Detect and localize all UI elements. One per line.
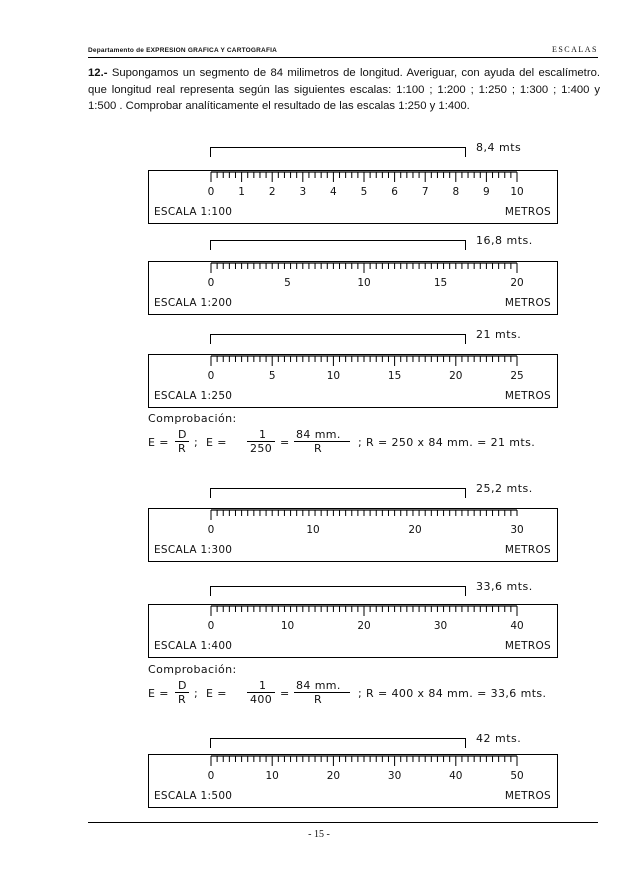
measure-label-1: 8,4 mts <box>476 141 522 154</box>
formula-e1: E = <box>148 436 169 449</box>
ruler-tick-label: 50 <box>510 770 524 782</box>
formula-sep: ; <box>194 687 199 700</box>
ruler-tick-label: 5 <box>268 370 276 382</box>
measure-bracket-4 <box>210 488 466 498</box>
ruler-1-300 <box>148 508 558 562</box>
formula-e2: E = <box>206 436 227 449</box>
ruler-tick-label: 20 <box>326 770 341 782</box>
measure-label-5: 33,6 mts. <box>476 580 533 593</box>
ruler-tick-label: 20 <box>510 277 524 289</box>
ruler-tick-label: 15 <box>433 277 448 289</box>
measure-bracket-5 <box>210 586 466 596</box>
header-divider <box>88 57 598 58</box>
ruler-tick-label: 5 <box>284 277 291 289</box>
measure-bracket-2 <box>210 240 466 250</box>
ruler-tick-label: 0 <box>207 277 215 289</box>
ruler-scale-label: ESCALA 1:200 <box>154 297 233 309</box>
ruler-tick-label: 30 <box>510 524 524 536</box>
ruler-tick-label: 20 <box>449 370 463 382</box>
formula-r2: R <box>314 693 323 706</box>
ruler-tick-label: 5 <box>360 186 368 198</box>
ruler-tick-label: 20 <box>357 620 371 632</box>
ruler-units-label: METROS <box>504 790 551 802</box>
formula-r2: R <box>314 442 323 455</box>
ruler-tick-label: 20 <box>408 524 422 536</box>
ruler-units-label: METROS <box>504 390 551 402</box>
ruler-scale-label: ESCALA 1:400 <box>154 640 233 652</box>
measure-bracket-3 <box>210 334 466 344</box>
formula-r: R <box>178 693 187 706</box>
ruler-tick-label: 0 <box>207 186 215 198</box>
measure-label-6: 42 mts. <box>476 732 522 745</box>
header-department: Departamento de EXPRESION GRAFICA Y CARTOGRAFIA <box>88 47 278 54</box>
formula-num: 84 mm. <box>296 428 341 441</box>
ruler-tick-label: 10 <box>326 370 341 382</box>
ruler-1-200 <box>148 261 558 315</box>
ruler-units-label: METROS <box>504 544 551 556</box>
formula-tail: ; R = 250 x 84 mm. = 21 mts. <box>358 436 536 449</box>
problem-statement <box>88 65 600 115</box>
formula-eq: = <box>280 687 290 700</box>
ruler-tick-label: 8 <box>452 186 460 198</box>
formula-one: 1 <box>259 679 267 692</box>
ruler-tick-label: 4 <box>330 186 337 198</box>
ruler-tick-label: 10 <box>357 277 371 289</box>
problem-number: 12.- <box>88 67 108 79</box>
formula-den: 400 <box>250 693 273 706</box>
measure-label-2: 16,8 mts. <box>476 234 533 247</box>
ruler-tick-label: 15 <box>387 370 402 382</box>
ruler-1-250 <box>148 354 558 408</box>
ruler-tick-label: 30 <box>387 770 402 782</box>
formula-r: R <box>178 442 187 455</box>
ruler-units-label: METROS <box>504 640 551 652</box>
formula-tail: ; R = 400 x 84 mm. = 33,6 mts. <box>358 687 547 700</box>
ruler-tick-label: 30 <box>433 620 448 632</box>
ruler-units-label: METROS <box>504 297 551 309</box>
ruler-tick-label: 9 <box>483 186 490 198</box>
problem-text: Supongamos un segmento de 84 milimetros de longitud. Averiguar, con ayuda del escalímetro. que longitud real representa según las siguientes escalas: 1:100 ; 1:200 ; 1:250 ; 1:300 ; 1:400 y 1:500 . Comprobar analíticamente el resultado de las escalas 1:250 y 1:400. <box>88 67 601 112</box>
formula-d: D <box>178 679 187 692</box>
check-title-2: Comprobación: <box>148 663 237 676</box>
formula-one: 1 <box>259 428 267 441</box>
formula-den: 250 <box>250 442 273 455</box>
ruler-scale-label: ESCALA 1:250 <box>154 390 233 402</box>
measure-label-4: 25,2 mts. <box>476 482 533 495</box>
ruler-tick-label: 0 <box>207 370 215 382</box>
ruler-tick-label: 40 <box>510 620 524 632</box>
measure-bracket-1 <box>210 147 466 157</box>
header-section: ESCALAS <box>551 45 598 54</box>
check-title-1: Comprobación: <box>148 412 237 425</box>
ruler-scale-label: ESCALA 1:500 <box>154 790 233 802</box>
ruler-tick-label: 10 <box>265 770 279 782</box>
ruler-tick-label: 0 <box>207 524 215 536</box>
check-formula-2 <box>148 679 588 709</box>
ruler-1-100 <box>148 170 558 224</box>
ruler-tick-label: 25 <box>510 370 524 382</box>
ruler-tick-label: 3 <box>299 186 307 198</box>
formula-d: D <box>178 428 187 441</box>
ruler-1-400 <box>148 604 558 658</box>
ruler-tick-label: 0 <box>207 620 215 632</box>
ruler-1-500 <box>148 754 558 808</box>
ruler-tick-label: 10 <box>280 620 295 632</box>
formula-e2: E = <box>206 687 227 700</box>
formula-num: 84 mm. <box>296 679 341 692</box>
formula-eq: = <box>280 436 290 449</box>
footer-divider <box>88 822 598 823</box>
measure-label-3: 21 mts. <box>476 328 522 341</box>
ruler-tick-label: 7 <box>421 186 429 198</box>
ruler-tick-label: 1 <box>238 186 245 198</box>
page-number: - 15 - <box>308 829 330 840</box>
measure-bracket-6 <box>210 738 466 748</box>
ruler-tick-label: 40 <box>449 770 463 782</box>
formula-sep: ; <box>194 436 199 449</box>
ruler-tick-label: 2 <box>268 186 276 198</box>
ruler-tick-label: 10 <box>510 186 524 198</box>
ruler-tick-label: 6 <box>391 186 398 198</box>
check-formula-1 <box>148 428 588 458</box>
ruler-scale-label: ESCALA 1:100 <box>154 206 233 218</box>
formula-e1: E = <box>148 687 169 700</box>
ruler-scale-label: ESCALA 1:300 <box>154 544 233 556</box>
ruler-tick-label: 0 <box>207 770 215 782</box>
ruler-units-label: METROS <box>504 206 551 218</box>
ruler-tick-label: 10 <box>306 524 320 536</box>
